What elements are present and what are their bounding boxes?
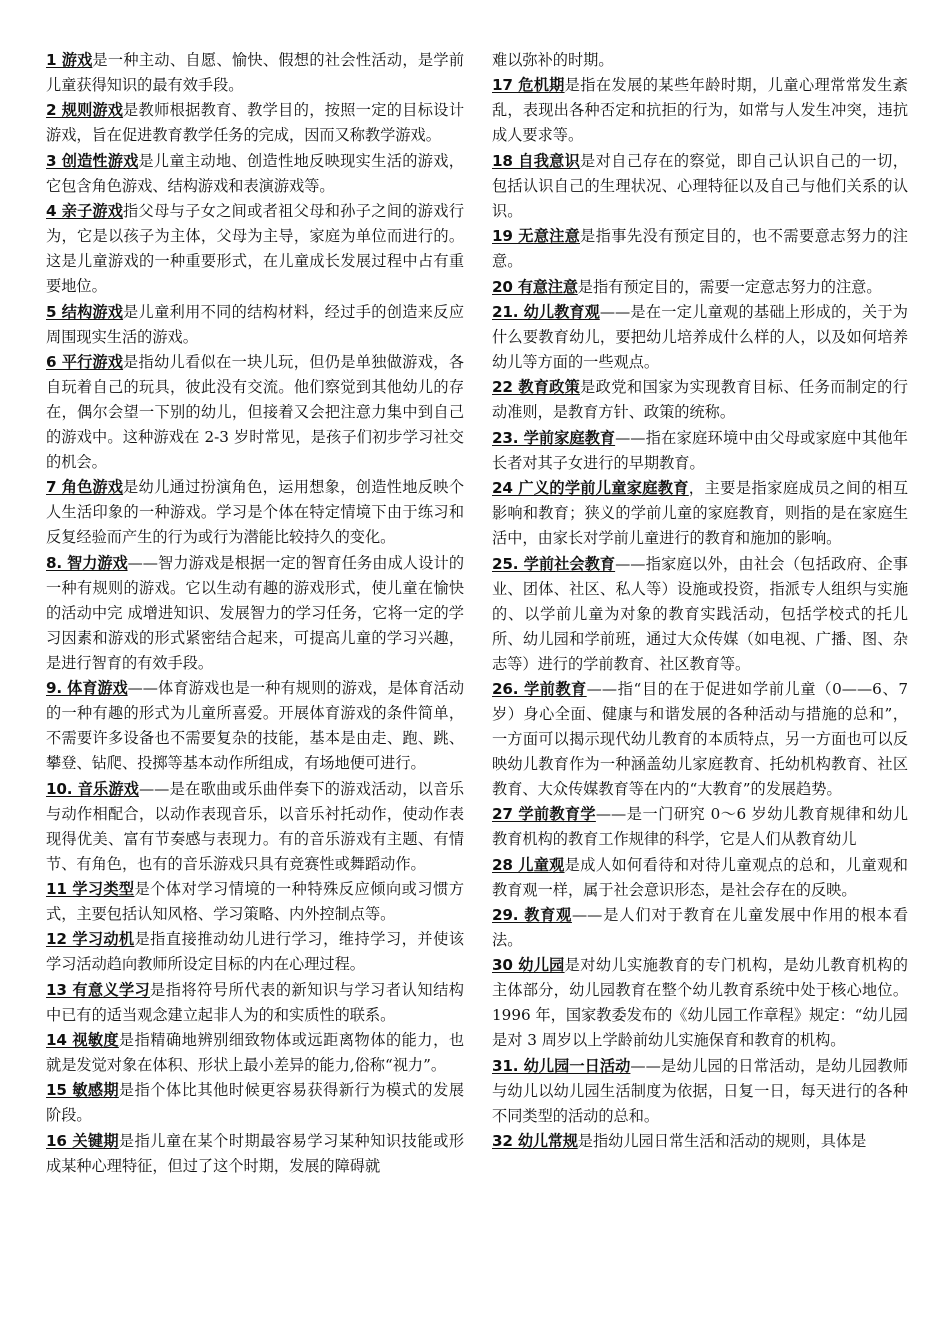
term-heading: 9. 体育游戏: [46, 679, 128, 698]
entry-5: [46, 300, 464, 350]
entry-14: [46, 1028, 464, 1078]
definition-text: ——指家庭以外，由社会（包括政府、企事业、团体、社区、私人等）设施或投资，指派专人组织与实施的、以学前儿童为对象的教育实践活动，包括学校式的托儿所、幼儿园和学前班，通过大众传媒（如电视、广播、图、杂志等）进行的学前教育、社区教育等。: [492, 554, 908, 673]
term-heading: 24 广义的学前儿童家庭教育: [492, 479, 689, 498]
definition-text: 是政党和国家为实现教育目标、任务而制定的行动准则，是教育方针、政策的统称。: [492, 378, 908, 422]
definition-text: ——智力游戏是根据一定的智育任务由成人设计的一种有规则的游戏。它以生动有趣的游戏形式，使儿童在愉快的活动中完 成增进知识、发展智力的学习任务，它将一定的学习因素和游戏的形式紧密结合起来，可提高儿童的学习兴趣，是进行智育的有效手段。: [46, 553, 465, 672]
term-heading: 31. 幼儿园一日活动: [492, 1056, 631, 1075]
entry-31: [492, 1054, 908, 1129]
term-heading: 3 创造性游戏: [46, 151, 139, 170]
term-heading: 32 幼儿常规: [492, 1132, 578, 1151]
entry-22: [492, 375, 908, 425]
definition-text: 是对幼儿实施教育的专门机构，是幼儿教育机构的主体部分，幼儿园教育在整个幼儿教育系统中处于核心地位。1996 年，国家教委发布的《幼儿园工作章程》规定：“幼儿园是对 3 周岁以上学龄前幼儿实施保育和教育的机构。: [492, 956, 908, 1050]
definition-text: 是指幼儿看似在一块儿玩，但仍是单独做游戏，各自玩着自己的玩具，彼此没有交流。他们察觉到其他幼儿的存在，偶尔会望一下别的幼儿，但接着又会把注意力集中到自己的游戏中。这种游戏在 2-3 岁时常见，是孩子们初步学习社交的机会。: [46, 352, 465, 471]
definition-text: ——是人们对于教育在儿童发展中作用的根本看法。: [492, 906, 909, 950]
entry-10: [46, 777, 464, 877]
term-heading: 19 无意注意: [492, 227, 581, 246]
definition-text: 是儿童利用不同的结构材料，经过手的创造来反应周围现实生活的游戏。: [46, 302, 465, 346]
term-heading: 21. 幼儿教育观: [492, 302, 600, 321]
entry-25: [492, 552, 908, 677]
entry-30: [492, 953, 908, 1053]
entry-32: [492, 1129, 908, 1154]
term-heading: 18 自我意识: [492, 151, 581, 170]
entry-20: [492, 275, 908, 300]
term-heading: 23. 学前家庭教育: [492, 428, 616, 447]
definition-text: ——是一门研究 0～6 岁幼儿教育规律和幼儿教育机构的教育工作规律的科学，它是人们从教育幼儿: [492, 805, 909, 849]
term-heading: 25. 学前社会教育: [492, 554, 616, 573]
term-heading: 16 关键期: [46, 1131, 119, 1150]
entry-12: [46, 927, 464, 977]
term-heading: 4 亲子游戏: [46, 202, 124, 221]
entry-28: [492, 853, 908, 903]
definition-text: 是一种主动、自愿、愉快、假想的社会性活动，是学前儿童获得知识的最有效手段。: [46, 51, 465, 94]
entry-8: [46, 551, 464, 676]
entry-16-continued: [492, 48, 908, 73]
definition-text: 是指直接推动幼儿进行学习，维持学习，并使该学习活动趋向教师所设定目标的内在心理过程。: [46, 930, 464, 974]
term-heading: 17 危机期: [492, 76, 565, 95]
term-heading: 14 视敏度: [46, 1031, 119, 1050]
term-heading: 26. 学前教育: [492, 679, 587, 698]
entry-11: [46, 877, 464, 927]
entry-4: [46, 199, 464, 299]
definition-text: 是个体对学习情境的一种特殊反应倾向或习惯方式，主要包括认知风格、学习策略、内外控制点等。: [46, 879, 464, 923]
definition-text: 是指将符号所代表的新知识与学习者认知结构中已有的适当观念建立起非人为的和实质性的联系。: [46, 980, 464, 1024]
entry-15: [46, 1078, 464, 1128]
term-heading: 28 儿童观: [492, 855, 565, 874]
definition-text: 是指儿童在某个时期最容易学习某种知识技能或形成某种心理特征，但过了这个时期，发展的障碍就: [46, 1131, 465, 1175]
entry-17: [492, 73, 908, 148]
entry-9: [46, 676, 464, 776]
term-heading: 15 敏感期: [46, 1081, 119, 1100]
term-heading: 5 结构游戏: [46, 302, 124, 321]
entry-19: [492, 224, 908, 274]
definition-text: ——指“目的在于促进如学前儿童（0——6、7 岁）身心全面、健康与和谐发展的各种活动与措施的总和”，一方面可以揭示现代幼儿教育的本质特点，另一方面也可以反映幼儿教育作为一种涵盖幼儿家庭教育、托幼机构教育、社区教育、大众传媒教育等在内的“大教育”的发展趋势。: [492, 679, 909, 798]
entry-18: [492, 149, 908, 224]
definition-text: 是指有预定目的，需要一定意志努力的注意。: [577, 277, 882, 296]
entry-21: [492, 300, 908, 375]
definition-text: ——是幼儿园的日常活动，是幼儿园教师与幼儿以幼儿园生活制度为依据，日复一日，每天进行的各种不同类型的活动的总和。: [492, 1056, 909, 1125]
term-heading: 27 学前教育学: [492, 805, 596, 824]
definition-text: 是幼儿通过扮演角色，运用想象，创造性地反映个人生活印象的一种游戏。学习是个体在特定情境下由于练习和反复经验而产生的行为或行为潜能比较持久的变化。: [46, 478, 465, 547]
definition-text: ——是在一定儿童观的基础上形成的，关于为什么要教育幼儿，要把幼儿培养成什么样的人，以及如何培养幼儿等方面的一些观点。: [492, 302, 908, 371]
entry-24: [492, 476, 908, 551]
entry-27: [492, 802, 908, 852]
term-heading: 11 学习类型: [46, 879, 135, 898]
definition-text: 是指精确地辨别细致物体或远距离物体的能力，也就是发觉对象在体积、形状上最小差异的能力,俗称“视力”。: [46, 1031, 465, 1075]
definition-text: 难以弥补的时期。: [492, 51, 614, 69]
definition-text: ——体育游戏也是一种有规则的游戏，是体育活动的一种有趣的形式为儿童所喜爱。开展体育游戏的条件简单，不需要许多设备也不需要复杂的技能，基本是由走、跑、跳、攀登、钻爬、投掷等基本动作所组成，有场地便可进行。: [46, 679, 465, 773]
term-heading: 7 角色游戏: [46, 478, 124, 497]
definition-text: 是儿童主动地、创造性地反映现实生活的游戏，它包含角色游戏、结构游戏和表演游戏等。: [46, 151, 464, 195]
term-heading: 22 教育政策: [492, 378, 581, 397]
definition-text: 是指幼儿园日常生活和活动的规则，具体是: [577, 1132, 867, 1151]
entry-13: [46, 978, 464, 1028]
definition-text: 是指个体比其他时候更容易获得新行为模式的发展阶段。: [46, 1081, 465, 1125]
term-heading: 2 规则游戏: [46, 101, 124, 120]
entry-6: [46, 350, 464, 475]
entry-29: [492, 903, 908, 953]
term-heading: 13 有意义学习: [46, 980, 150, 999]
entry-16: [46, 1129, 464, 1179]
term-heading: 10. 音乐游戏: [46, 779, 139, 798]
definition-text: 是教师根据教育、教学目的，按照一定的目标设计游戏，旨在促进教育教学任务的完成，因而又称教学游戏。: [46, 101, 465, 145]
entry-2: [46, 98, 464, 148]
right-column: [492, 48, 908, 1155]
entry-1: [46, 48, 464, 98]
definition-text: ——是在歌曲或乐曲伴奏下的游戏活动，以音乐与动作相配合，以动作表现音乐，以音乐衬托动作，使动作表现得优美、富有节奏感与表现力。有的音乐游戏有主题、有情节、有角色，也有的音乐游戏只具有竞赛性或舞蹈动作。: [46, 779, 465, 873]
term-heading: 29. 教育观: [492, 906, 572, 925]
definition-text: 是对自己存在的察觉，即自己认识自己的一切，包括认识自己的生理状况、心理特征以及自己与他们关系的认识。: [492, 151, 908, 220]
entry-7: [46, 475, 464, 550]
term-heading: 12 学习动机: [46, 930, 135, 949]
term-heading: 8. 智力游戏: [46, 553, 128, 572]
definition-text: 指父母与子女之间或者祖父母和孙子之间的游戏行为，它是以孩子为主体，父母为主导，家庭为单位而进行的。这是儿童游戏的一种重要形式，在儿童成长发展过程中占有重要地位。: [46, 202, 465, 296]
term-heading: 1 游戏: [46, 51, 93, 69]
term-heading: 20 有意注意: [492, 277, 578, 296]
definition-text: 是指在发展的某些年龄时期，儿童心理常常发生紊乱，表现出各种否定和抗拒的行为，如常与人发生冲突，违抗成人要求等。: [492, 76, 908, 145]
definition-text: ，主要是指家庭成员之间的相互影响和教育；狭义的学前儿童的家庭教育，则指的是在家庭生活中，由家长对学前儿童进行的教育和施加的影响。: [492, 479, 909, 548]
term-heading: 6 平行游戏: [46, 352, 124, 371]
entry-3: [46, 149, 464, 199]
entry-23: [492, 426, 908, 476]
term-heading: 30 幼儿园: [492, 956, 565, 975]
definition-text: ——指在家庭环境中由父母或家庭中其他年长者对其子女进行的早期教育。: [492, 428, 908, 472]
entry-26: [492, 677, 908, 802]
definition-text: 是成人如何看待和对待儿童观点的总和，儿童观和教育观一样，属于社会意识形态，是社会存在的反映。: [492, 855, 908, 899]
definition-text: 是指事先没有预定目的，也不需要意志努力的注意。: [492, 227, 908, 271]
left-column: [46, 48, 464, 1179]
